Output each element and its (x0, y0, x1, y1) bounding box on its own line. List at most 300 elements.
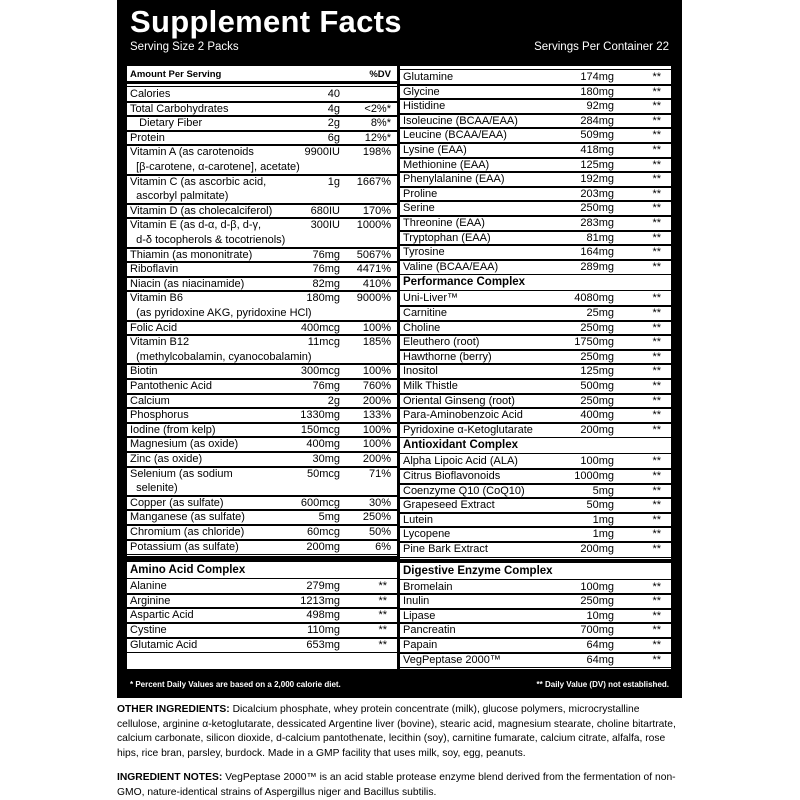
nutrient-daily-value: ** (652, 85, 661, 98)
section-title-text: Performance Complex (403, 276, 526, 289)
nutrient-row (400, 158, 671, 173)
right-nutrient-column (400, 66, 671, 669)
nutrient-name: Folic Acid (130, 321, 178, 334)
nutrient-daily-value: ** (652, 595, 661, 608)
nutrient-daily-value: ** (652, 484, 661, 497)
nutrient-amount: 203mg (580, 187, 614, 200)
section-divider (127, 556, 397, 562)
nutrient-daily-value: ** (378, 638, 387, 651)
nutrient-daily-value: ** (652, 202, 661, 215)
nutrient-daily-value: ** (652, 609, 661, 622)
nutrient-row (400, 542, 671, 557)
nutrient-amount: 1g (327, 175, 340, 188)
nutrient-name: Inulin (403, 595, 430, 608)
nutrient-row (127, 364, 397, 379)
nutrient-amount: 250mg (580, 394, 614, 407)
nutrient-row (127, 87, 397, 102)
nutrient-daily-value: ** (652, 653, 661, 666)
nutrient-daily-value: ** (652, 100, 661, 113)
nutrient-daily-value: 200% (362, 453, 391, 465)
nutrient-name-continued: (as pyridoxine AKG, pyridoxine HCl) (130, 306, 312, 319)
nutrient-daily-value: 9000% (356, 292, 391, 305)
nutrient-name: Lutein (403, 513, 433, 526)
other-ingredients-text: Dicalcium phosphate, whey protein concentrate (milk), glucose polymers, microcrystalline cellulose, arginine α-ketoglutarate, dessicated Argentine liver (bovine), stearic acid, magnesium stearate, choline bitartrate, calcium carbonate, silicon dioxide, d-calcium pantothenate, lecithin (soy), carnitine fumarate, calcium citrate, alfalfa, rose hips, rice bran, parsley, burdock. Made in a GMP facility that uses milk, soy, egg, peanuts. (117, 704, 676, 759)
nutrient-daily-value: <2%* (364, 102, 391, 115)
antioxidant-section-title (400, 439, 671, 453)
nutrient-amount: 164mg (580, 246, 614, 259)
nutrient-row (400, 187, 671, 202)
nutrient-name-continued: selenite) (130, 482, 178, 495)
dv-footnote: * Percent Daily Values are based on a 2,000 calorie diet. (130, 680, 341, 689)
nutrient-daily-value: 100% (362, 321, 391, 334)
nutrient-name: Thiamin (as mononitrate) (130, 248, 253, 261)
dv-header: %DV (369, 69, 391, 80)
nutrient-name: Calcium (130, 394, 170, 407)
nutrient-amount: 1750mg (574, 336, 614, 349)
nutrient-row (127, 175, 397, 204)
nutrient-daily-value: 100% (362, 423, 391, 436)
nutrient-amount: 110mg (307, 624, 340, 636)
nutrient-amount: 279mg (306, 580, 340, 593)
nutrient-amount: 174mg (580, 71, 614, 83)
amount-per-serving-header: Amount Per Serving (130, 69, 222, 80)
nutrient-amount: 9900IU (304, 146, 340, 159)
table-header (127, 68, 397, 82)
nutrient-daily-value: ** (652, 158, 661, 171)
nutrient-row (127, 608, 397, 623)
nutrient-row (400, 623, 671, 638)
nutrient-amount: 509mg (580, 129, 614, 142)
nutrient-row (127, 218, 397, 247)
nutrient-daily-value: 170% (362, 204, 391, 217)
nutrient-amount: 50mg (586, 499, 614, 512)
nutrient-row (400, 594, 671, 609)
nutrient-name-continued: d-δ tocopherols & tocotrienols) (130, 233, 286, 246)
nutrient-name: Milk Thistle (403, 380, 458, 392)
nutrient-row (127, 248, 397, 263)
nutrient-daily-value: ** (652, 217, 661, 229)
nutrient-daily-value: ** (378, 594, 387, 607)
nutrient-amount: 4g (327, 102, 340, 115)
nutrient-row (127, 423, 397, 438)
nutrient-row (400, 216, 671, 231)
nutrient-daily-value: ** (652, 321, 661, 334)
nutrient-daily-value: ** (652, 129, 661, 142)
nutrient-name: Tyrosine (403, 246, 445, 259)
nutrient-name: Copper (as sulfate) (130, 496, 224, 509)
nutrient-row (127, 437, 397, 452)
nutrient-daily-value: 250% (362, 511, 391, 524)
nutrient-name: Potassium (as sulfate) (130, 540, 239, 553)
nutrient-name: Tryptophan (EAA) (403, 231, 491, 244)
ingredient-notes-text: VegPeptase 2000™ is an acid stable protease enzyme blend derived from the fermentation of non-GMO, nature-identical strains of Aspergillus niger and Bacillus subtilis. (117, 772, 676, 798)
nutrient-row (400, 201, 671, 216)
nutrient-daily-value: ** (652, 173, 661, 186)
nutrient-daily-value: ** (378, 609, 387, 622)
section-title-text: Amino Acid Complex (130, 564, 246, 577)
nutrient-row (127, 525, 397, 540)
nutrient-name-continued: ascorbyl palmitate) (130, 190, 229, 203)
nutrient-name: Isoleucine (BCAA/EAA) (403, 114, 518, 127)
nutrient-name: Dietary Fiber (130, 117, 203, 130)
nutrient-name: Chromium (as chloride) (130, 526, 245, 538)
nutrient-amount: 150mcg (300, 423, 340, 436)
servings-per-container: Servings Per Container 22 (534, 41, 669, 53)
nutrient-daily-value: ** (652, 260, 661, 273)
nutrient-amount: 100mg (580, 580, 614, 593)
nutrient-daily-value: 133% (362, 409, 391, 422)
nutrient-daily-value: ** (652, 231, 661, 244)
nutrient-name: Threonine (EAA) (403, 217, 485, 229)
serving-size: Serving Size 2 Packs (130, 41, 239, 53)
amino-acid-section-title (127, 564, 397, 578)
nutrient-amount: 125mg (580, 158, 614, 171)
nutrient-amount: 100mg (580, 455, 614, 468)
nutrient-name: Manganese (as sulfate) (130, 511, 245, 524)
nutrient-amount: 1000mg (574, 470, 614, 482)
nutrient-row (127, 467, 397, 496)
nutrient-row (400, 527, 671, 542)
nutrient-name: Para-Aminobenzoic Acid (403, 409, 523, 422)
nutrient-name: Phenylalanine (EAA) (403, 173, 505, 186)
nutrient-name: Alpha Lipoic Acid (ALA) (403, 455, 518, 468)
nutrient-amount: 1213mg (300, 594, 340, 607)
nutrient-amount: 25mg (586, 307, 614, 319)
other-ingredients-label: OTHER INGREDIENTS: (117, 704, 230, 715)
nutrient-name: Arginine (130, 594, 171, 607)
nutrient-name: Alanine (130, 580, 167, 593)
nutrient-amount: 4080mg (574, 292, 614, 305)
nutrient-amount: 1mg (592, 513, 614, 526)
nutrient-amount: 1330mg (300, 409, 340, 422)
nutrient-row (400, 260, 671, 275)
nutrient-name: Phosphorus (130, 409, 189, 422)
nutrient-amount: 498mg (306, 609, 340, 622)
nutrient-daily-value: ** (652, 455, 661, 468)
nutrient-name: Vitamin B12 (130, 336, 190, 349)
nutrient-amount: 192mg (580, 173, 614, 186)
other-ingredients (117, 703, 682, 761)
nutrient-row (127, 510, 397, 525)
nutrient-daily-value: ** (652, 528, 661, 541)
nutrient-name: Selenium (as sodium (130, 467, 233, 480)
section-title-text: Digestive Enzyme Complex (403, 564, 553, 577)
dv-not-established-footnote: ** Daily Value (DV) not established. (536, 680, 669, 689)
nutrient-daily-value: ** (652, 580, 661, 593)
nutrient-daily-value: ** (652, 336, 661, 349)
ingredient-notes-label: INGREDIENT NOTES: (117, 772, 223, 783)
nutrient-daily-value: ** (652, 187, 661, 200)
nutrient-row (127, 131, 397, 146)
nutrient-amount: 180mg (580, 85, 614, 98)
nutrient-row (400, 394, 671, 409)
nutrient-amount: 400mcg (300, 321, 340, 334)
nutrient-name: Vitamin C (as ascorbic acid, (130, 175, 267, 188)
nutrient-daily-value: 4471% (356, 263, 391, 276)
nutrient-daily-value: 5067% (356, 248, 391, 261)
nutrient-amount: 250mg (580, 350, 614, 363)
nutrient-name: Aspartic Acid (130, 609, 194, 622)
nutrient-name: Methionine (EAA) (403, 158, 490, 171)
nutrient-amount: 81mg (586, 231, 614, 244)
nutrient-amount: 283mg (580, 217, 614, 229)
nutrient-name: Pantothenic Acid (130, 380, 212, 392)
nutrient-row (127, 540, 397, 555)
nutrient-name: Magnesium (as oxide) (130, 438, 239, 451)
nutrient-row (400, 638, 671, 653)
nutrient-amount: 92mg (586, 100, 614, 113)
nutrient-name: Riboflavin (130, 263, 179, 276)
nutrient-daily-value: 100% (362, 438, 391, 451)
nutrient-amount: 2g (327, 117, 340, 130)
nutrient-daily-value: ** (378, 580, 387, 593)
left-nutrient-column (127, 66, 397, 669)
nutrient-daily-value: ** (652, 292, 661, 305)
nutrient-name: Grapeseed Extract (403, 499, 495, 512)
nutrient-row (400, 172, 671, 187)
nutrient-row (127, 145, 397, 174)
nutrient-amount: 125mg (580, 365, 614, 378)
nutrient-daily-value: 100% (362, 365, 391, 378)
nutrient-name: Inositol (403, 365, 438, 378)
nutrient-name: Glutamic Acid (130, 638, 198, 651)
nutrient-row (400, 350, 671, 365)
nutrient-daily-value: ** (652, 470, 661, 482)
nutrient-amount: 76mg (312, 263, 340, 276)
performance-section-title (400, 276, 671, 290)
nutrient-name: Biotin (130, 365, 158, 378)
nutrient-amount: 6g (327, 131, 340, 144)
nutrient-amount: 289mg (580, 260, 614, 273)
nutrient-row (127, 623, 397, 638)
nutrient-daily-value: ** (652, 499, 661, 512)
nutrient-amount: 5mg (592, 484, 614, 497)
nutrient-daily-value: ** (378, 624, 387, 636)
nutrient-name: Oriental Ginseng (root) (403, 394, 515, 407)
nutrient-name: Vitamin A (as carotenoids (130, 146, 254, 159)
nutrient-amount: 700mg (580, 624, 614, 637)
nutrient-daily-value: 1000% (356, 219, 391, 232)
nutrient-row (127, 496, 397, 511)
nutrient-amount: 180mg (306, 292, 340, 305)
nutrient-daily-value: ** (652, 380, 661, 392)
nutrient-row (400, 423, 671, 438)
nutrient-amount: 680IU (310, 204, 340, 217)
nutrient-name-continued: (methylcobalamin, cyanocobalamin) (130, 350, 312, 363)
nutrient-daily-value: 410% (362, 277, 391, 290)
ingredient-notes (117, 771, 682, 800)
nutrient-row (400, 469, 671, 484)
nutrient-row (127, 408, 397, 423)
nutrient-amount: 10mg (586, 609, 614, 622)
nutrient-daily-value: ** (652, 513, 661, 526)
nutrient-row (127, 379, 397, 394)
nutrient-name: Vitamin D (as cholecalciferol) (130, 204, 273, 217)
nutrient-amount: 300IU (310, 219, 340, 232)
nutrient-daily-value: 1667% (356, 175, 391, 188)
nutrient-daily-value: 8%* (370, 117, 391, 130)
nutrient-row (400, 653, 671, 668)
nutrient-amount: 11mcg (307, 336, 340, 349)
nutrient-row (400, 408, 671, 423)
nutrient-amount: 284mg (580, 114, 614, 127)
nutrient-name: Choline (403, 321, 441, 334)
nutrient-daily-value: ** (652, 307, 661, 319)
nutrient-name: Serine (403, 202, 435, 215)
nutrient-amount: 418mg (580, 144, 614, 156)
nutrient-name: Lipase (403, 609, 436, 622)
nutrient-amount: 400mg (580, 409, 614, 422)
nutrient-amount: 64mg (586, 653, 614, 666)
nutrient-daily-value: ** (652, 71, 661, 83)
nutrient-row (127, 262, 397, 277)
nutrient-row (127, 394, 397, 409)
nutrient-daily-value: ** (652, 114, 661, 127)
nutrient-daily-value: ** (652, 350, 661, 363)
nutrient-row (127, 116, 397, 131)
nutrient-amount: 60mcg (306, 526, 340, 538)
header-rule (127, 81, 397, 84)
nutrient-name: Papain (403, 639, 438, 651)
nutrient-amount: 2g (327, 394, 340, 407)
section-divider (400, 559, 671, 563)
nutrient-name: Histidine (403, 100, 446, 113)
nutrient-amount: 64mg (586, 639, 614, 651)
nutrient-name: Pyridoxine α-Ketoglutarate (403, 423, 533, 436)
nutrient-daily-value: ** (652, 144, 661, 156)
nutrient-name-continued: [β-carotene, α-carotene], acetate) (130, 160, 300, 173)
section-title-text: Antioxidant Complex (403, 439, 519, 452)
digestive-section-title (400, 565, 671, 579)
nutrient-amount: 82mg (312, 277, 340, 290)
nutrient-name: Bromelain (403, 580, 453, 593)
nutrient-row (400, 114, 671, 129)
nutrient-amount: 76mg (312, 380, 340, 392)
nutrient-row (127, 335, 397, 364)
nutrient-daily-value: ** (652, 409, 661, 422)
nutrient-daily-value: ** (652, 394, 661, 407)
nutrient-name: Carnitine (403, 307, 448, 319)
nutrient-daily-value: ** (652, 423, 661, 436)
nutrient-daily-value: 198% (362, 146, 391, 159)
nutrient-row (400, 580, 671, 595)
nutrient-row (400, 609, 671, 624)
nutrient-row (400, 70, 671, 85)
nutrient-amount: 653mg (306, 638, 340, 651)
nutrient-daily-value: ** (652, 543, 661, 555)
nutrient-daily-value: ** (652, 365, 661, 378)
nutrient-daily-value: ** (652, 246, 661, 259)
nutrient-amount: 200mg (580, 543, 614, 555)
nutrient-name: Valine (BCAA/EAA) (403, 260, 499, 273)
nutrient-amount: 30mg (312, 453, 340, 465)
nutrient-amount: 500mg (580, 380, 614, 392)
nutrient-amount: 250mg (580, 595, 614, 608)
nutrient-row (400, 484, 671, 499)
nutrient-row (400, 245, 671, 260)
nutrient-amount: 1mg (592, 528, 614, 541)
nutrient-row (400, 128, 671, 143)
nutrient-name: Uni-Liver™ (403, 292, 459, 305)
nutrient-row (127, 452, 397, 467)
nutrient-row (400, 379, 671, 394)
nutrient-row (400, 99, 671, 114)
nutrient-daily-value: 12%* (364, 131, 391, 144)
nutrient-row (400, 321, 671, 336)
nutrient-amount: 40 (327, 88, 340, 100)
nutrient-name: Protein (130, 131, 165, 144)
nutrient-row (127, 291, 397, 320)
nutrient-amount: 400mg (306, 438, 340, 451)
nutrient-amount: 200mg (580, 423, 614, 436)
nutrient-daily-value: 760% (362, 380, 391, 392)
nutrient-amount: 300mcg (300, 365, 340, 378)
nutrient-name: Eleuthero (root) (403, 336, 480, 349)
nutrient-daily-value: ** (652, 624, 661, 637)
nutrient-name: Niacin (as niacinamide) (130, 277, 245, 290)
nutrient-row (400, 454, 671, 469)
nutrient-row (400, 335, 671, 350)
nutrient-amount: 250mg (580, 202, 614, 215)
nutrient-name: Glycine (403, 85, 440, 98)
nutrient-row (127, 321, 397, 336)
nutrient-name: Proline (403, 187, 438, 200)
nutrient-daily-value: ** (652, 639, 661, 651)
nutrient-name: Vitamin E (as d-α, d-β, d-γ, (130, 219, 262, 232)
nutrient-daily-value: 185% (362, 336, 391, 349)
nutrient-row (400, 306, 671, 321)
nutrient-name: Pancreatin (403, 624, 456, 637)
nutrient-row (400, 85, 671, 100)
nutrient-name: Cystine (130, 624, 167, 636)
nutrient-name: VegPeptase 2000™ (403, 653, 501, 666)
nutrient-amount: 250mg (580, 321, 614, 334)
nutrient-row (127, 277, 397, 292)
nutrient-name: Lycopene (403, 528, 451, 541)
nutrient-name: Hawthorne (berry) (403, 350, 492, 363)
nutrient-daily-value: 200% (362, 394, 391, 407)
nutrient-name: Vitamin B6 (130, 292, 183, 305)
nutrient-name: Citrus Bioflavonoids (403, 470, 501, 482)
nutrient-row (400, 513, 671, 528)
nutrient-daily-value: 50% (368, 526, 391, 538)
nutrient-amount: 5mg (318, 511, 340, 524)
nutrient-name: Pine Bark Extract (403, 543, 488, 555)
nutrient-row (400, 143, 671, 158)
nutrient-daily-value: 71% (368, 467, 391, 480)
nutrient-row (127, 102, 397, 117)
supplement-facts-panel (117, 0, 682, 698)
nutrient-name: Iodine (from kelp) (130, 423, 216, 436)
nutrient-name: Total Carbohydrates (130, 102, 229, 115)
nutrient-name: Lysine (EAA) (403, 144, 467, 156)
nutrient-daily-value: 30% (368, 496, 391, 509)
nutrient-amount: 76mg (312, 248, 340, 261)
panel-title: Supplement Facts (130, 4, 402, 39)
nutrient-row (127, 579, 397, 594)
nutrient-row (127, 638, 397, 653)
nutrient-name: Coenzyme Q10 (CoQ10) (403, 484, 525, 497)
nutrient-name: Calories (130, 88, 171, 100)
nutrient-amount: 50mcg (306, 467, 340, 480)
nutrient-name: Glutamine (403, 71, 454, 83)
nutrient-row (400, 498, 671, 513)
nutrient-daily-value: 6% (375, 540, 391, 553)
nutrient-row (127, 204, 397, 219)
nutrient-name: Zinc (as oxide) (130, 453, 203, 465)
nutrient-name: Leucine (BCAA/EAA) (403, 129, 507, 142)
nutrient-row (400, 291, 671, 306)
